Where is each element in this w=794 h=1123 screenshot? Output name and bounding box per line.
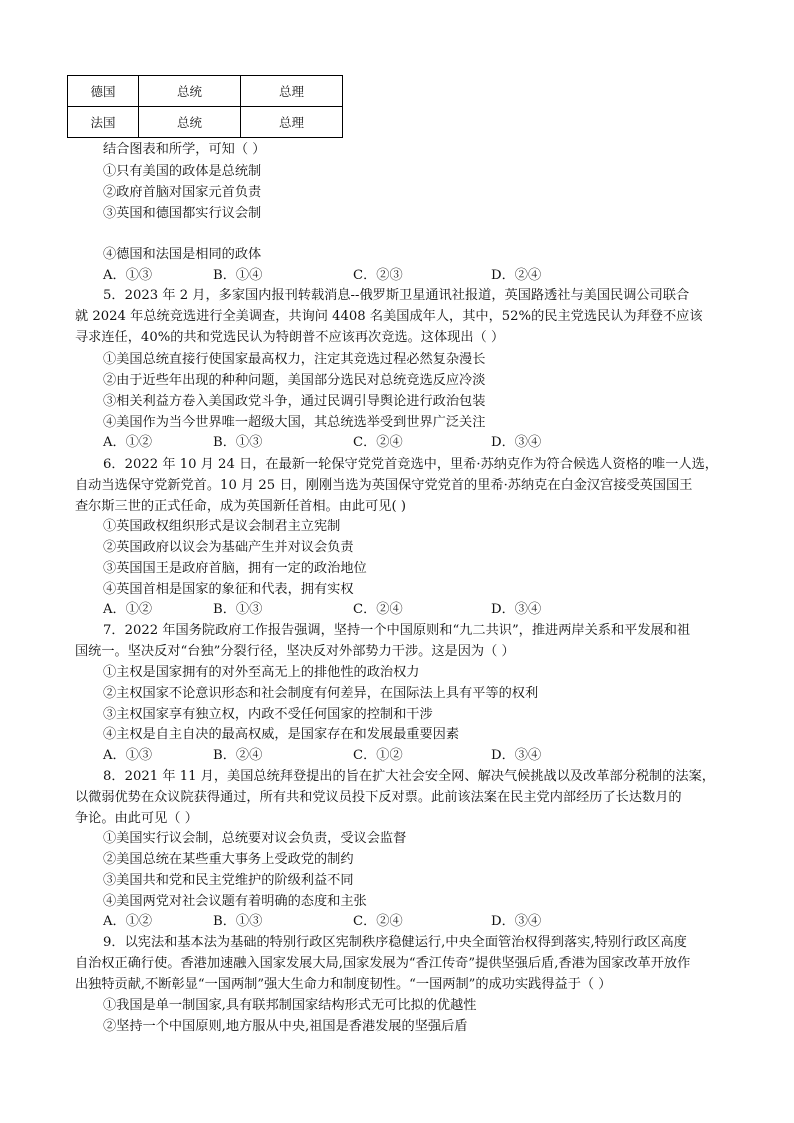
choice-item: ①只有美国的政体是总统制 [103, 164, 262, 179]
choice-item: ①英国政权组织形式是议会制君主立宪制 [103, 519, 341, 534]
table-row [68, 76, 343, 107]
question-6-line: 自动当选保守党新党首。10 月 25 日，刚刚当选为英国保守党党首的里希·苏纳克在白金汉宫接受英国国王 [75, 478, 693, 493]
government-table [67, 75, 343, 138]
question-9-line: 自治权正确行使。香港加速融入国家发展大局,国家发展为“香江传奇”提供坚强后盾,香港为国家改革开放作 [75, 956, 691, 971]
choice-item: ②美国总统在某些重大事务上受政党的制约 [103, 852, 354, 867]
choice-item: ②由于近些年出现的种种问题，美国部分选民对总统竞选反应冷淡 [103, 373, 486, 388]
choice-item: ④美国两党对社会议题有着明确的态度和主张 [103, 894, 367, 909]
choice-item: ③相关利益方卷入美国政党斗争，通过民调引导舆论进行政治包装 [103, 394, 486, 409]
answer-options [103, 266, 603, 286]
answer-options [103, 746, 603, 766]
question-6-line: 6．2022 年 10 月 24 日，在最新一轮保守党党首竞选中，里希·苏纳克作为符合候选人资格的唯一人选， [103, 457, 718, 472]
question-5-line: 寻求连任，40%的共和党选民认为特朗普不应该再次竞选。这体现出（ ） [75, 330, 505, 345]
option-a: A．①② [103, 435, 153, 450]
question-9-line: 出独特贡献,不断彰显“一国两制”强大生命力和制度韧性。“一国两制”的成功实践得益于（ ） [75, 977, 612, 992]
choice-item: ②英国政府以议会为基础产生并对议会负责 [103, 540, 354, 555]
option-a: A．①② [103, 914, 153, 929]
choice-item: ①美国总统直接行使国家最高权力，注定其竞选过程必然复杂漫长 [103, 352, 486, 367]
table-cell: 总理 [241, 76, 343, 107]
question-9-line: 9．以宪法和基本法为基础的特别行政区宪制秩序稳健运行,中央全面管治权得到落实,特别行政区高度 [103, 935, 687, 950]
choice-item: ④美国作为当今世界唯一超级大国，其总统选举受到世界广泛关注 [103, 415, 486, 430]
option-c: C．②④ [353, 602, 403, 617]
choice-item: ①美国实行议会制，总统要对议会负责，受议会监督 [103, 831, 407, 846]
choice-item: ②坚持一个中国原则,地方服从中央,祖国是香港发展的坚强后盾 [103, 1019, 468, 1034]
table-cell: 总理 [241, 107, 343, 138]
table-cell: 总统 [139, 107, 241, 138]
choice-item: ③主权国家享有独立权，内政不受任何国家的控制和干涉 [103, 707, 433, 722]
option-d: D．③④ [491, 748, 542, 763]
question-5-line: 5．2023 年 2 月，多家国内报刊转载消息--俄罗斯卫星通讯社报道，英国路透社与美国民调公司联合 [103, 288, 690, 303]
option-a: A．①② [103, 602, 153, 617]
option-d: D．②④ [491, 268, 542, 283]
choice-item: ③英国国王是政府首脑，拥有一定的政治地位 [103, 561, 367, 576]
choice-item: ②政府首脑对国家元首负责 [103, 185, 262, 200]
option-a: A．①③ [103, 268, 153, 283]
question-7-line: 国统一。坚决反对“台独”分裂行径，坚决反对外部势力干涉。这是因为（ ） [75, 644, 515, 659]
option-c: C．②④ [353, 914, 403, 929]
choice-item: ④主权是自主自决的最高权威，是国家存在和发展最重要因素 [103, 727, 460, 742]
question-4-stem: 结合图表和所学，可知（ ） [103, 142, 266, 157]
option-a: A．①③ [103, 748, 153, 763]
option-c: C．②③ [353, 268, 403, 283]
answer-options [103, 433, 603, 453]
option-b: B．①④ [213, 268, 263, 283]
choice-item: ①主权是国家拥有的对外至高无上的排他性的政治权力 [103, 665, 420, 680]
choice-item: ③英国和德国都实行议会制 [103, 206, 262, 221]
choice-item: ④德国和法国是相同的政体 [103, 247, 262, 262]
table-row [68, 107, 343, 138]
table-cell: 总统 [139, 76, 241, 107]
table-cell: 德国 [68, 76, 139, 107]
question-8-line: 8．2021 年 11 月，美国总统拜登提出的旨在扩大社会安全网、解决气候挑战以及改革部分税制的法案， [103, 769, 715, 784]
option-b: B．①③ [213, 602, 263, 617]
question-6-line: 查尔斯三世的正式任命，成为英国新任首相。由此可见( ) [75, 499, 406, 514]
choice-item: ③美国共和党和民主党维护的阶级利益不同 [103, 873, 354, 888]
choice-item: ②主权国家不论意识形态和社会制度有何差异，在国际法上具有平等的权利 [103, 686, 539, 701]
option-b: B．①③ [213, 435, 263, 450]
option-c: C．②④ [353, 435, 403, 450]
option-c: C．①② [353, 748, 403, 763]
option-d: D．③④ [491, 435, 542, 450]
question-7-line: 7．2022 年国务院政府工作报告强调，坚持一个中国原则和“九二共识”，推进两岸关系和平发展和祖 [103, 623, 691, 638]
option-d: D．③④ [491, 914, 542, 929]
option-d: D．③④ [491, 602, 542, 617]
question-8-line: 以微弱优势在众议院获得通过，所有共和党议员投下反对票。此前该法案在民主党内部经历了长达数月的 [75, 790, 682, 805]
option-b: B．②④ [213, 748, 263, 763]
choice-item: ④英国首相是国家的象征和代表，拥有实权 [103, 582, 354, 597]
table-cell: 法国 [68, 107, 139, 138]
answer-options [103, 912, 603, 932]
question-5-line: 就 2024 年总统竞选进行全美调查，共询问 4408 名美国成年人，其中，52%的民主党选民认为拜登不应该 [75, 309, 703, 324]
answer-options [103, 600, 603, 620]
option-b: B．①③ [213, 914, 263, 929]
question-8-line: 争论。由此可见（ ） [75, 811, 198, 826]
choice-item: ①我国是单一制国家,具有联邦制国家结构形式无可比拟的优越性 [103, 998, 477, 1013]
